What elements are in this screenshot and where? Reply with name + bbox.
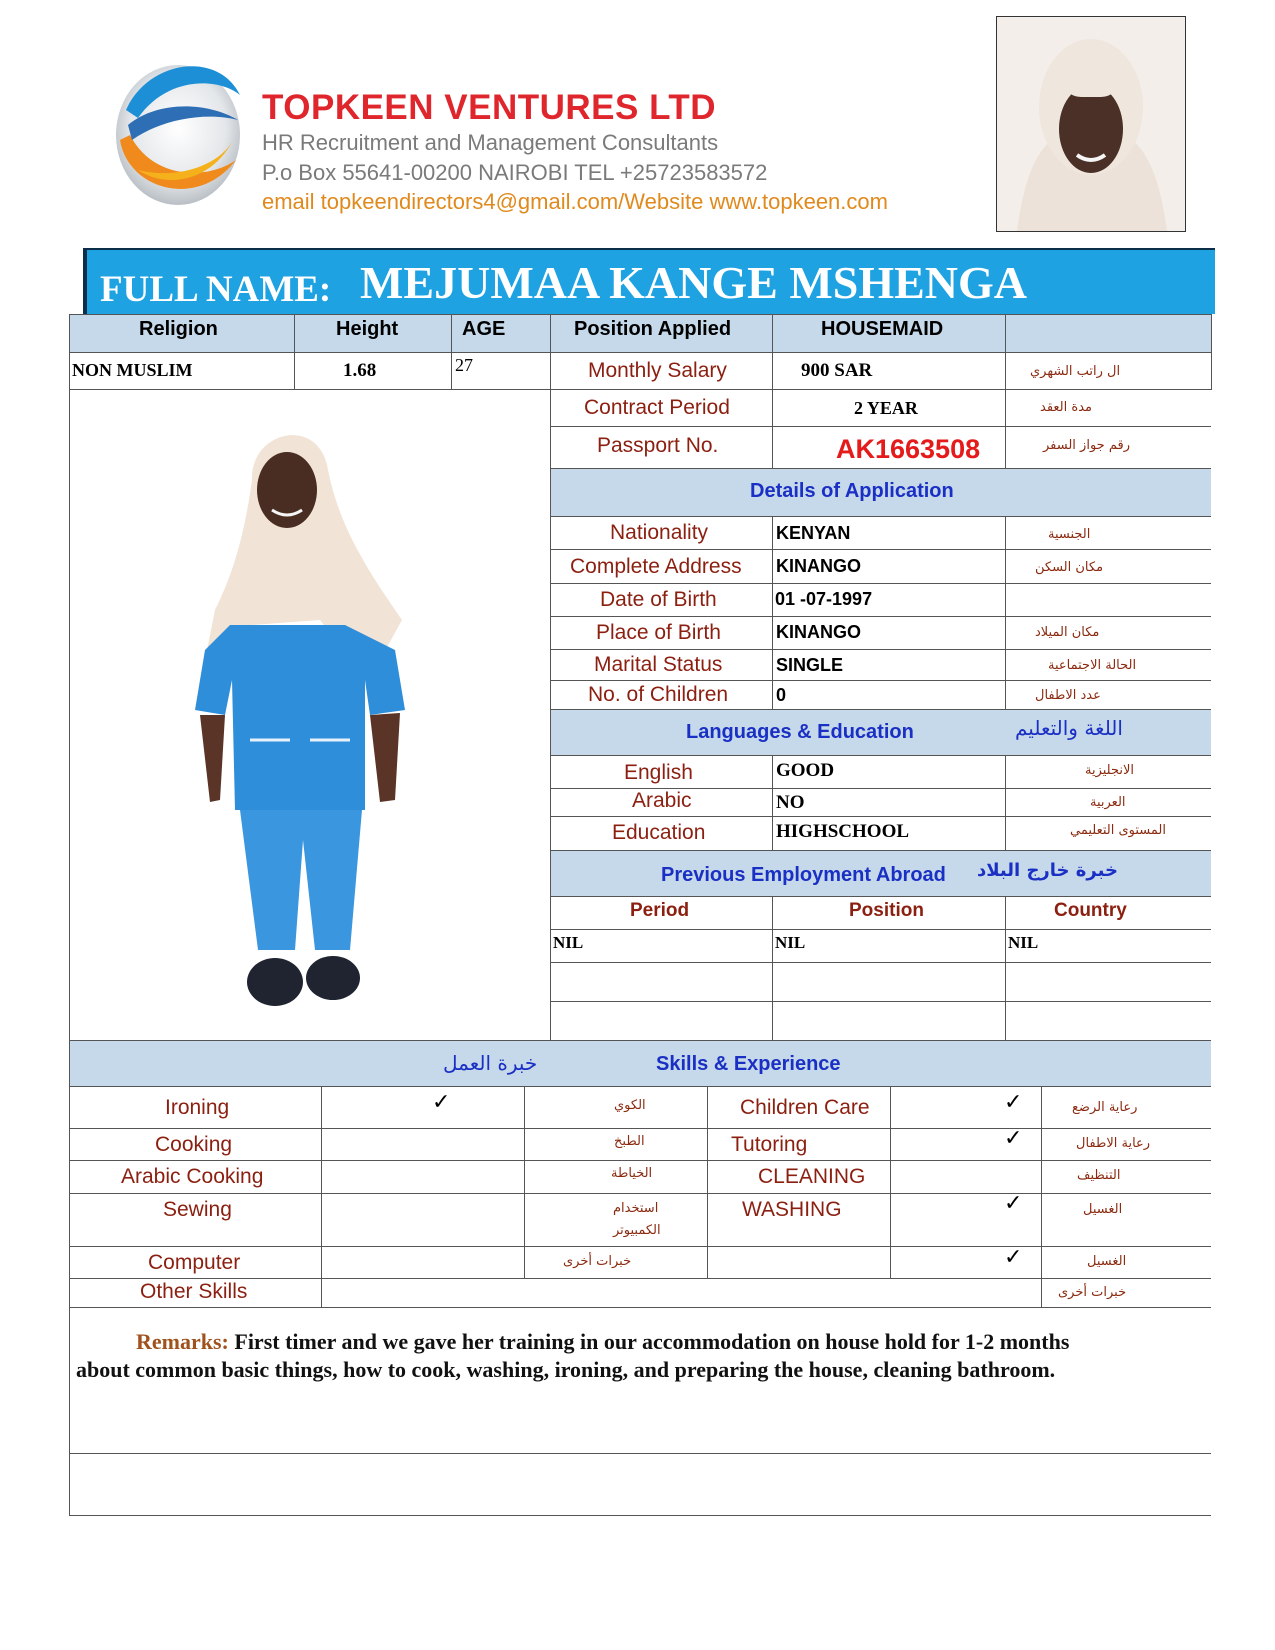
skill-children-care: Children Care — [740, 1096, 870, 1119]
nationality-label-ar: الجنسية — [1048, 527, 1091, 542]
pob-value: KINANGO — [776, 622, 861, 642]
skill-cooking-ar: الطبخ — [614, 1134, 645, 1149]
company-tagline: HR Recruitment and Management Consultants — [262, 130, 719, 155]
children-value: 0 — [776, 685, 787, 705]
arabic-value: NO — [776, 792, 805, 813]
skill-arabic-cooking: Arabic Cooking — [121, 1165, 264, 1188]
children-label-ar: عدد الاطفال — [1035, 688, 1101, 703]
name-banner — [83, 248, 1215, 314]
skill-cleaning-ar: التنظيف — [1077, 1168, 1121, 1183]
salary-label: Monthly Salary — [588, 359, 727, 382]
skill-sewing: Sewing — [163, 1198, 232, 1221]
header-religion: Religion — [139, 318, 218, 340]
company-logo — [108, 40, 248, 230]
languages-title-ar: اللغة والتعليم — [1015, 716, 1123, 740]
full-name: MEJUMAA KANGE MSHENGA — [360, 257, 1027, 308]
full-name-label: FULL NAME: — [100, 269, 332, 310]
dob-label: Date of Birth — [600, 588, 717, 611]
contract-period-label-ar: مدة العقد — [1040, 400, 1092, 415]
header-height: Height — [336, 318, 399, 340]
salary-value: 900 SAR — [801, 360, 873, 381]
age-value: 27 — [455, 355, 473, 375]
skill-ironing: Ironing — [165, 1096, 230, 1119]
height-value: 1.68 — [343, 360, 377, 381]
english-label: English — [624, 761, 693, 784]
skill-other-ar: خبرات أخرى — [1058, 1285, 1127, 1300]
children-label: No. of Children — [588, 683, 729, 706]
religion-value: NON MUSLIM — [72, 360, 193, 380]
english-label-ar: الانجليزية — [1085, 763, 1135, 778]
header-age: AGE — [462, 318, 506, 340]
skill-children-care-check: ✓ — [1004, 1090, 1023, 1115]
arabic-label: Arabic — [632, 789, 692, 812]
passport-label-ar: رقم جواز السفر — [1043, 438, 1130, 453]
skill-washing: WASHING — [742, 1198, 842, 1221]
skill-ironing-check: ✓ — [432, 1090, 451, 1115]
skills-title: Skills & Experience — [656, 1053, 841, 1075]
skill-children-care-ar: رعاية الرضع — [1072, 1100, 1138, 1115]
skill-washing-check: ✓ — [1004, 1191, 1023, 1216]
address-label-ar: مكان السكن — [1035, 560, 1104, 575]
position-value: HOUSEMAID — [821, 318, 944, 340]
skill-computer: Computer — [148, 1251, 241, 1274]
employment-title: Previous Employment Abroad — [661, 864, 946, 886]
employment-header-period: Period — [630, 900, 690, 921]
marital-status-label-ar: الحالة الاجتماعية — [1048, 658, 1137, 673]
employment-period-value: NIL — [553, 933, 584, 952]
passport-label: Passport No. — [597, 434, 719, 457]
remarks-text: First timer and we gave her training in our accommodation on house hold for 1-2 months about common basic things, how to cook, washing, ironing, and preparing the house, cleaning bathroom. — [76, 1329, 1070, 1382]
skill-cooking: Cooking — [155, 1133, 233, 1156]
address-value: KINANGO — [776, 556, 861, 576]
company-name: TOPKEEN VENTURES LTD — [262, 88, 717, 127]
employment-title-ar: خبرة خارج البلاد — [977, 860, 1118, 881]
skill-other: Other Skills — [140, 1280, 248, 1303]
company-address: P.o Box 55641-00200 NAIROBI TEL +25723583572 — [262, 160, 768, 185]
skill-cleaning: CLEANING — [758, 1165, 866, 1188]
skill-tutoring-check: ✓ — [1004, 1126, 1023, 1151]
skill-extra-check: ✓ — [1004, 1245, 1023, 1270]
pob-label: Place of Birth — [596, 621, 721, 644]
marital-status-value: SINGLE — [776, 655, 844, 675]
pob-label-ar: مكان الميلاد — [1035, 625, 1100, 640]
skill-washing-ar: الغسيل — [1083, 1202, 1123, 1217]
contract-period-value: 2 YEAR — [854, 398, 918, 418]
languages-title: Languages & Education — [686, 721, 914, 743]
education-label: Education — [612, 821, 706, 844]
employment-position-value: NIL — [775, 933, 806, 952]
salary-label-ar: ال راتب الشهري — [1030, 364, 1121, 379]
employment-header-country: Country — [1054, 900, 1127, 921]
skill-computer-ar: خبرات أخرى — [563, 1254, 632, 1269]
education-value: HIGHSCHOOL — [776, 821, 910, 842]
skill-extra-ar: الغسيل — [1087, 1254, 1127, 1269]
skill-sewing-ar: استخدام الكمبيوتر — [613, 1201, 661, 1238]
address-label: Complete Address — [570, 555, 742, 578]
marital-status-label: Marital Status — [594, 653, 723, 676]
passport-photo — [996, 16, 1186, 232]
skill-tutoring-ar: رعاية الاطفال — [1076, 1136, 1151, 1151]
remarks-label: Remarks: — [136, 1329, 229, 1354]
dob-value: 01 -07-1997 — [775, 589, 873, 609]
employment-country-value: NIL — [1008, 933, 1039, 952]
skills-title-ar: خبرة العمل — [443, 1051, 538, 1075]
passport-number: AK1663508 — [836, 434, 981, 464]
arabic-label-ar: العربية — [1090, 795, 1126, 810]
remarks — [76, 1328, 1126, 1384]
contract-period-label: Contract Period — [584, 396, 730, 419]
details-title: Details of Application — [750, 480, 954, 502]
english-value: GOOD — [776, 760, 835, 781]
full-body-photo — [190, 410, 420, 1020]
employment-header-position: Position — [849, 900, 924, 921]
skill-ironing-ar: الكوي — [614, 1098, 646, 1113]
company-contact: email topkeendirectors4@gmail.com/Website www.topkeen.com — [262, 189, 888, 214]
skills-band — [70, 1040, 1211, 1086]
nationality-value: KENYAN — [776, 523, 851, 543]
education-label-ar: المستوى التعليمي — [1070, 823, 1166, 838]
skill-arabic-cooking-ar: الخياطة — [611, 1166, 653, 1181]
skill-tutoring: Tutoring — [731, 1133, 808, 1156]
nationality-label: Nationality — [610, 521, 709, 544]
header-position-applied: Position Applied — [574, 318, 732, 340]
